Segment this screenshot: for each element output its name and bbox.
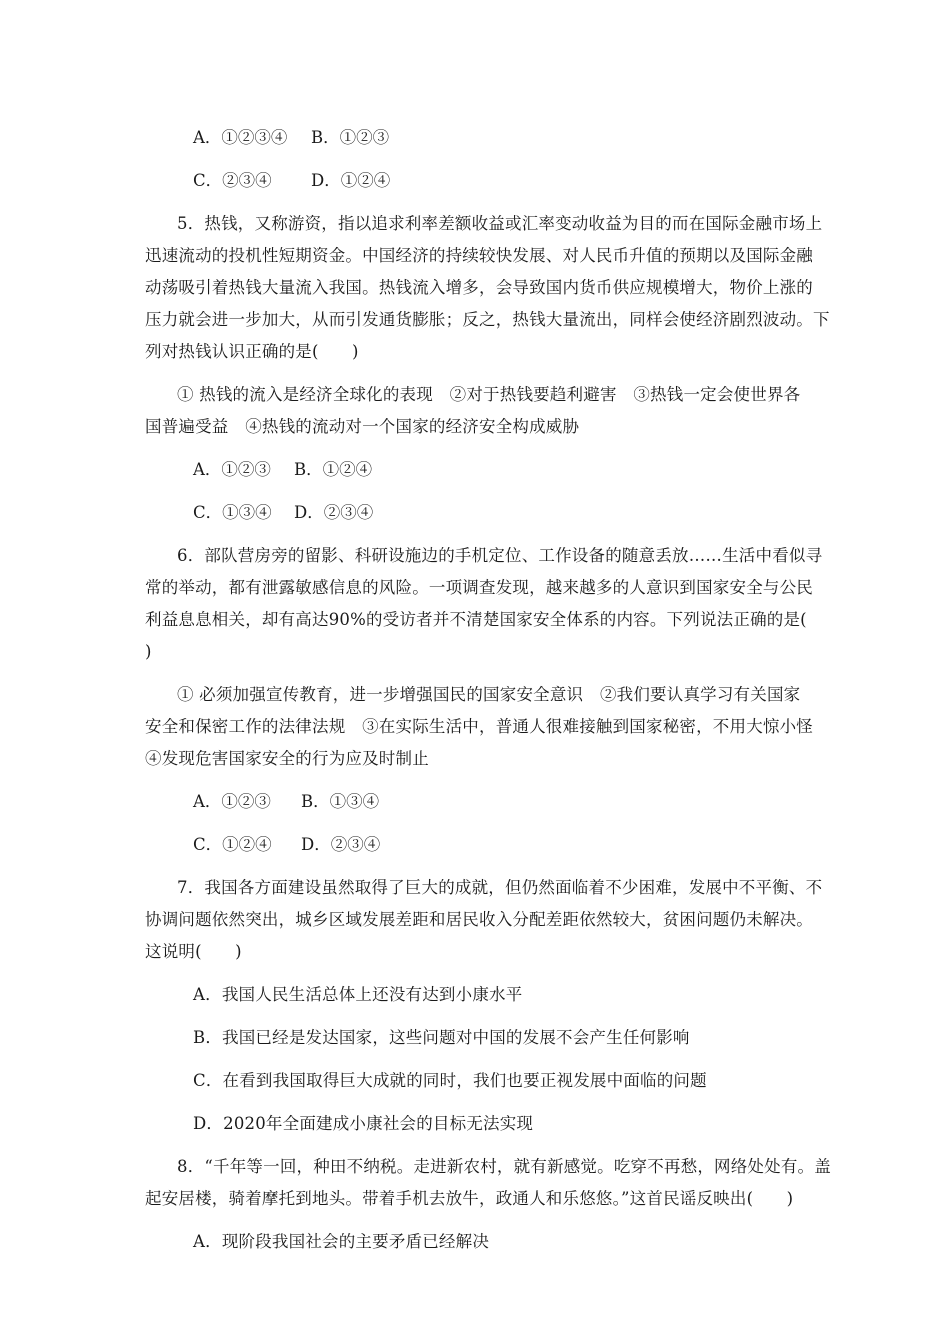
q6-stem-line-3: 利益息息相关，却有高达90%的受访者并不清楚国家安全体系的内容。下列说法正确的是( xyxy=(145,610,807,629)
q5-options-row-2 xyxy=(193,503,373,523)
q8-stem-line-1: 8．“千年等一回，种田不纳税。走进新农村，就有新感觉。吃穿不再愁，网络处处有。盖 xyxy=(177,1157,831,1176)
q5-option-c[interactable]: C．①③④ xyxy=(193,503,272,522)
q5-statement-line-2: 国普遍受益 ④热钱的流动对一个国家的经济安全构成威胁 xyxy=(145,417,580,436)
q6-stem-line-1: 6．部队营房旁的留影、科研设施边的手机定位、工作设备的随意丢放……生活中看似寻 xyxy=(177,546,823,565)
q4-option-c[interactable]: C．②③④ xyxy=(193,171,272,190)
q6-option-b[interactable]: B．①③④ xyxy=(301,792,380,811)
q5-stem-line-5: 列对热钱认识正确的是( ) xyxy=(145,342,359,361)
q8-option-a[interactable]: A．现阶段我国社会的主要矛盾已经解决 xyxy=(193,1232,490,1251)
q4-option-d[interactable]: D．①②④ xyxy=(311,171,391,190)
q6-options-row-1 xyxy=(193,792,379,812)
q5-statement-line-1: ① 热钱的流入是经济全球化的表现 ②对于热钱要趋利避害 ③热钱一定会使世界各 xyxy=(177,385,801,404)
q8-stem-line-2: 起安居楼，骑着摩托到地头。带着手机去放牛，政通人和乐悠悠。”这首民谣反映出( ) xyxy=(145,1189,794,1208)
q7-option-d[interactable]: D．2020年全面建成小康社会的目标无法实现 xyxy=(193,1114,534,1133)
q6-stem-line-4: ) xyxy=(145,642,152,661)
q6-statement-line-1: ① 必须加强宣传教育，进一步增强国民的国家安全意识 ②我们要认真学习有关国家 xyxy=(177,685,801,704)
q5-stem-line-2: 迅速流动的投机性短期资金。中国经济的持续较快发展、对人民币升值的预期以及国际金融 xyxy=(145,246,813,265)
q7-option-c[interactable]: C．在看到我国取得巨大成就的同时，我们也要正视发展中面临的问题 xyxy=(193,1071,707,1090)
q7-option-b[interactable]: B．我国已经是发达国家，这些问题对中国的发展不会产生任何影响 xyxy=(193,1028,690,1047)
q6-option-c[interactable]: C．①②④ xyxy=(193,835,272,854)
q6-statement-line-3: ④发现危害国家安全的行为应及时制止 xyxy=(145,749,429,768)
q6-option-a[interactable]: A．①②③ xyxy=(193,792,271,811)
q5-stem-line-1: 5．热钱，又称游资，指以追求利率差额收益或汇率变动收益为目的而在国际金融市场上 xyxy=(177,214,823,233)
q7-stem-line-2: 协调问题依然突出，城乡区域发展差距和居民收入分配差距依然较大，贫困问题仍未解决。 xyxy=(145,910,813,929)
q4-option-b[interactable]: B．①②③ xyxy=(311,128,390,147)
q5-stem-line-4: 压力就会进一步加大，从而引发通货膨胀；反之，热钱大量流出，同样会使经济剧烈波动。下 xyxy=(145,310,830,329)
q7-option-a[interactable]: A．我国人民生活总体上还没有达到小康水平 xyxy=(193,985,523,1004)
q5-option-a[interactable]: A．①②③ xyxy=(193,460,271,479)
q5-stem-line-3: 动荡吸引着热钱大量流入我国。热钱流入增多，会导致国内货币供应规模增大，物价上涨的 xyxy=(145,278,813,297)
q7-stem-line-3: 这说明( ) xyxy=(145,942,242,961)
q4-options-row-2 xyxy=(193,171,390,191)
q4-option-a[interactable]: A．①②③④ xyxy=(193,128,288,147)
q7-stem-line-1: 7．我国各方面建设虽然取得了巨大的成就，但仍然面临着不少困难，发展中不平衡、不 xyxy=(177,878,823,897)
q6-stem-line-2: 常的举动，都有泄露敏感信息的风险。一项调查发现，越来越多的人意识到国家安全与公民 xyxy=(145,578,813,597)
q6-option-d[interactable]: D．②③④ xyxy=(301,835,381,854)
q5-options-row-1 xyxy=(193,460,372,480)
q4-options-row-1 xyxy=(193,128,389,148)
q5-option-b[interactable]: B．①②④ xyxy=(294,460,373,479)
q6-options-row-2 xyxy=(193,835,380,855)
q5-option-d[interactable]: D．②③④ xyxy=(294,503,374,522)
q6-statement-line-2: 安全和保密工作的法律法规 ③在实际生活中，普通人很难接触到国家秘密，不用大惊小怪 xyxy=(145,717,813,736)
